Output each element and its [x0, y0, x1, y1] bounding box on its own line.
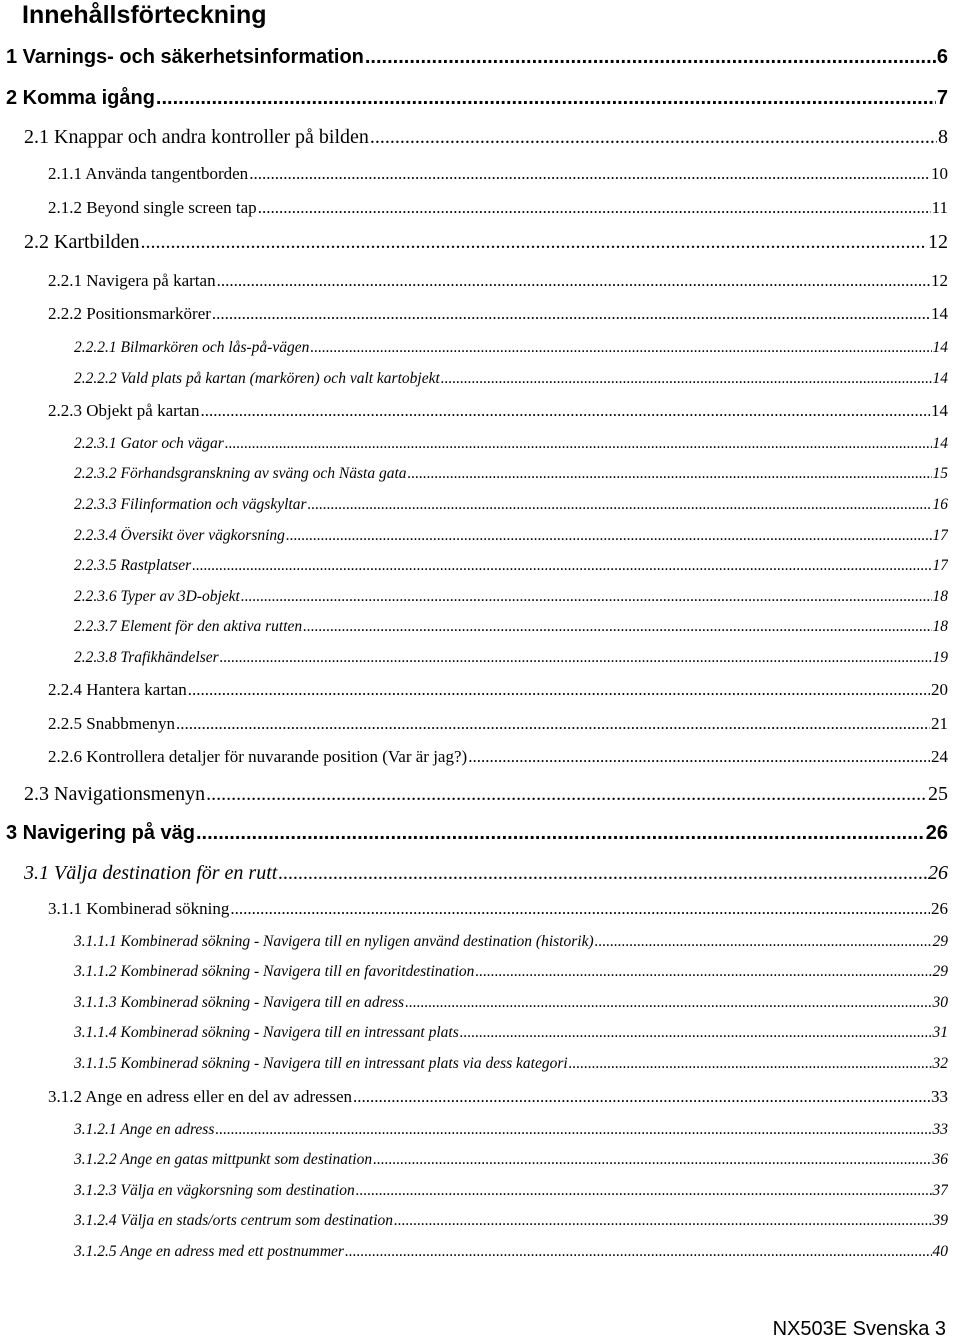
toc-entry[interactable]	[74, 1055, 948, 1073]
toc-entry[interactable]	[74, 618, 948, 636]
toc-entry-label: 2 Komma igång	[6, 87, 155, 109]
toc-entry-label: 2.2.3.6 Typer av 3D-objekt	[74, 588, 240, 605]
toc-entry-page: 20	[931, 680, 948, 699]
toc-entry-label: 2.1.2 Beyond single screen tap	[48, 198, 257, 217]
toc-entry-page: 30	[932, 994, 948, 1011]
toc-entry[interactable]	[74, 527, 948, 545]
toc-entry-label: 2.2.6 Kontrollera detaljer för nuvarande position (Var är jag?)	[48, 747, 468, 766]
toc-entry-page: 14	[931, 401, 948, 420]
toc-entry-page: 12	[928, 231, 948, 253]
toc-entry-label: 3.1.2 Ange en adress eller en del av adressen	[48, 1087, 352, 1106]
toc-entry-page: 14	[932, 339, 948, 356]
toc-entry-page: 37	[932, 1182, 948, 1199]
toc-entry-page: 18	[932, 618, 948, 635]
toc-entry[interactable]	[24, 126, 948, 149]
toc-entry-label: 2.1.1 Använda tangentborden	[48, 164, 249, 183]
toc-entry-page: 12	[931, 271, 948, 290]
toc-entry[interactable]	[74, 370, 948, 388]
toc-entry-page: 36	[932, 1151, 948, 1168]
page-footer: NX503E Svenska 3	[772, 1318, 946, 1340]
toc-entry-label: 2.2.3.7 Element för den aktiva rutten	[74, 618, 303, 635]
toc-entry[interactable]	[48, 714, 948, 734]
toc-entry-label: 3.1.1.5 Kombinerad sökning - Navigera till en intressant plats via dess kategori	[74, 1055, 568, 1072]
toc-entry-page: 18	[932, 588, 948, 605]
toc-entry-label: 3.1.1.4 Kombinerad sökning - Navigera till en intressant plats	[74, 1024, 459, 1041]
toc-entry[interactable]	[6, 46, 948, 69]
toc-entry-label: 3.1.1 Kombinerad sökning	[48, 899, 230, 918]
toc-entry[interactable]	[74, 339, 948, 357]
toc-entry-label: 3.1.2.2 Ange en gatas mittpunkt som destination	[74, 1151, 373, 1168]
toc-entry[interactable]	[24, 783, 948, 806]
toc-entry-page: 39	[932, 1212, 948, 1229]
toc-entry-page: 33	[932, 1121, 948, 1138]
toc-entry-page: 33	[931, 1087, 948, 1106]
toc-entry-page: 17	[932, 527, 948, 544]
toc-entry[interactable]	[48, 747, 948, 767]
toc-entry-label: 2.2.3.5 Rastplatser	[74, 557, 192, 574]
toc-entry-label: 3.1.2.4 Välja en stads/orts centrum som destination	[74, 1212, 394, 1229]
toc-entry-page: 26	[931, 899, 948, 918]
toc-entry-page: 19	[932, 649, 948, 666]
toc-entry-label: 2.3 Navigationsmenyn	[24, 783, 206, 805]
toc-entry-label: 2.2.3.8 Trafikhändelser	[74, 649, 219, 666]
toc-entry-page: 14	[931, 304, 948, 323]
toc-entry[interactable]	[74, 435, 948, 453]
toc-entry-page: 26	[928, 862, 948, 884]
toc-entry-label: 2.2.1 Navigera på kartan	[48, 271, 216, 290]
toc-entry-page: 14	[932, 370, 948, 387]
toc-entry[interactable]	[24, 231, 948, 254]
toc-entry-page: 25	[928, 783, 948, 805]
toc-entry-label: 2.2.2.2 Vald plats på kartan (markören) och valt kartobjekt	[74, 370, 440, 387]
toc-entry-label: 3.1.1.2 Kombinerad sökning - Navigera till en favoritdestination	[74, 963, 475, 980]
toc-entry-label: 3.1.1.1 Kombinerad sökning - Navigera till en nyligen använd destination (historik)	[74, 933, 594, 950]
toc-entry-page: 17	[932, 557, 948, 574]
toc-entry-label: 3.1.2.5 Ange en adress med ett postnummer	[74, 1243, 344, 1260]
toc-entry[interactable]	[74, 588, 948, 606]
toc-entry-label: 3 Navigering på väg	[6, 822, 195, 844]
toc-entry-page: 11	[931, 198, 948, 217]
toc-entry-page: 40	[932, 1243, 948, 1260]
toc-entry-label: 2.2.3.2 Förhandsgranskning av sväng och Nästa gata	[74, 465, 407, 482]
toc-entry[interactable]	[74, 465, 948, 483]
toc-entry[interactable]	[6, 87, 948, 110]
toc-entry[interactable]	[48, 198, 948, 218]
page-title: Innehållsförteckning	[22, 1, 267, 29]
toc-entry-label: 2.2.3.3 Filinformation och vägskyltar	[74, 496, 307, 513]
toc-entry-page: 29	[932, 963, 948, 980]
toc-entry-label: 2.2.3 Objekt på kartan	[48, 401, 200, 420]
toc-entry-page: 26	[925, 822, 948, 844]
toc-entry-label: 2.2 Kartbilden	[24, 231, 140, 253]
toc-entry[interactable]	[74, 1243, 948, 1261]
toc-entry-page: 14	[932, 435, 948, 452]
toc-entry-page: 7	[936, 87, 948, 109]
toc-entry-label: 3.1.2.3 Välja en vägkorsning som destination	[74, 1182, 355, 1199]
toc-entry[interactable]	[74, 933, 948, 951]
toc-entry-label: 2.2.2.1 Bilmarkören och lås-på-vägen	[74, 339, 310, 356]
toc-entry[interactable]	[48, 271, 948, 291]
toc-entry[interactable]	[74, 994, 948, 1012]
toc-entry-page: 8	[938, 126, 948, 148]
toc-entry[interactable]	[74, 1182, 948, 1200]
toc-entry-label: 3.1 Välja destination för en rutt	[24, 862, 278, 884]
toc-entry[interactable]	[74, 1151, 948, 1169]
toc-entry-label: 1 Varnings- och säkerhetsinformation	[6, 46, 364, 68]
toc-entry-label: 3.1.2.1 Ange en adress	[74, 1121, 215, 1138]
toc-entry-label: 2.2.3.4 Översikt över vägkorsning	[74, 527, 285, 544]
toc-entry[interactable]	[48, 304, 948, 324]
toc-entry[interactable]	[48, 401, 948, 421]
toc-entry-label: 2.2.3.1 Gator och vägar	[74, 435, 224, 452]
toc-entry[interactable]	[74, 557, 948, 575]
toc-entry-page: 15	[932, 465, 948, 482]
toc-entry-label: 2.2.5 Snabbmenyn	[48, 714, 176, 733]
toc-entry[interactable]	[74, 649, 948, 667]
toc-entry[interactable]	[74, 1024, 948, 1042]
toc-entry-page: 29	[932, 933, 948, 950]
toc-entry[interactable]	[74, 1121, 948, 1139]
toc-entry[interactable]	[74, 496, 948, 514]
toc-entry-page: 6	[936, 46, 948, 68]
toc-entry[interactable]	[48, 164, 948, 184]
toc-entry[interactable]	[74, 963, 948, 981]
toc-entry-label: 2.1 Knappar och andra kontroller på bilden	[24, 126, 369, 148]
toc-entry-label: 2.2.2 Positionsmarkörer	[48, 304, 211, 323]
toc-entry-page: 31	[932, 1024, 948, 1041]
toc-entry-label: 3.1.1.3 Kombinerad sökning - Navigera till en adress	[74, 994, 405, 1011]
toc-entry[interactable]	[48, 680, 948, 700]
toc-entry[interactable]	[24, 862, 948, 885]
toc-entry-label: 2.2.4 Hantera kartan	[48, 680, 187, 699]
toc-entry[interactable]	[74, 1212, 948, 1230]
toc-entry[interactable]	[6, 822, 948, 845]
toc-entry[interactable]	[48, 899, 948, 919]
toc-entry[interactable]	[48, 1087, 948, 1107]
toc-entry-page: 10	[931, 164, 948, 183]
toc-entry-page: 32	[932, 1055, 948, 1072]
toc-entry-page: 24	[931, 747, 948, 766]
toc-entry-page: 16	[932, 496, 948, 513]
toc-entry-page: 21	[931, 714, 948, 733]
